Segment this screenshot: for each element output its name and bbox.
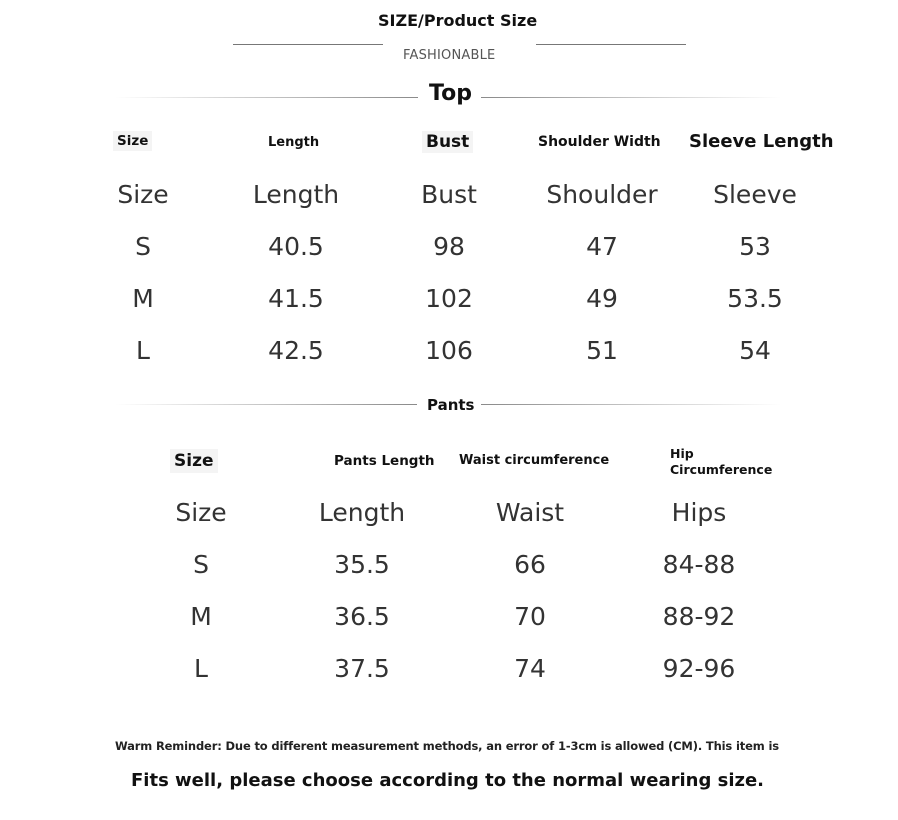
top-header-sleeve-length: Sleeve Length	[689, 131, 834, 152]
pants-row-s-size: S	[193, 550, 209, 579]
pants-col-size: Size	[175, 498, 227, 527]
pants-divider-left	[115, 404, 417, 405]
top-row-s-bust: 98	[433, 232, 465, 261]
pants-divider-right	[481, 404, 781, 405]
top-header-shoulder-width: Shoulder Width	[538, 134, 661, 150]
pants-row-l-waist: 74	[514, 654, 546, 683]
top-col-sleeve: Sleeve	[713, 180, 797, 209]
pants-row-l-hips: 92-96	[662, 654, 736, 683]
pants-row-m-size: M	[190, 602, 212, 631]
top-divider-left	[115, 97, 418, 98]
pants-header-pants-length: Pants Length	[334, 453, 435, 469]
top-header-length: Length	[268, 135, 320, 150]
header-divider-right	[536, 44, 686, 45]
page-title: SIZE/Product Size	[378, 11, 538, 30]
top-row-m-sleeve: 53.5	[727, 284, 783, 313]
pants-row-l-length: 37.5	[334, 654, 390, 683]
top-row-s-sleeve: 53	[739, 232, 771, 261]
pants-header-hip-line1: Hip	[670, 446, 694, 461]
pants-col-hips: Hips	[671, 498, 727, 527]
warm-reminder-note: Warm Reminder: Due to different measurement methods, an error of 1-3cm is allowed (CM). This item is	[115, 739, 779, 753]
top-header-size: Size	[113, 131, 152, 151]
top-row-m-size: M	[132, 284, 154, 313]
pants-row-m-waist: 70	[514, 602, 546, 631]
header-divider-left	[233, 44, 383, 45]
pants-row-m-hips: 88-92	[662, 602, 736, 631]
top-row-s-length: 40.5	[268, 232, 324, 261]
fit-advice-note: Fits well, please choose according to the normal wearing size.	[131, 770, 765, 791]
top-row-l-length: 42.5	[268, 336, 324, 365]
top-row-l-shoulder: 51	[586, 336, 618, 365]
pants-header-waist: Waist circumference	[459, 453, 610, 468]
top-col-shoulder: Shoulder	[546, 180, 658, 209]
top-row-l-bust: 106	[425, 336, 473, 365]
top-row-m-length: 41.5	[268, 284, 324, 313]
page-subtitle: FASHIONABLE	[403, 48, 496, 63]
top-row-l-sleeve: 54	[739, 336, 771, 365]
top-col-size: Size	[117, 180, 169, 209]
section-title-pants: Pants	[427, 396, 475, 414]
top-row-s-size: S	[135, 232, 151, 261]
pants-row-m-length: 36.5	[334, 602, 390, 631]
top-header-bust: Bust	[422, 131, 473, 153]
top-col-bust: Bust	[421, 180, 477, 209]
pants-header-hip	[670, 446, 772, 478]
top-row-l-size: L	[136, 336, 150, 365]
pants-row-l-size: L	[194, 654, 208, 683]
pants-header-size: Size	[170, 449, 218, 473]
pants-col-waist: Waist	[495, 498, 565, 527]
section-title-top: Top	[429, 81, 472, 106]
top-divider-right	[481, 97, 781, 98]
top-col-length: Length	[252, 180, 340, 209]
top-row-s-shoulder: 47	[586, 232, 618, 261]
pants-row-s-hips: 84-88	[662, 550, 736, 579]
top-row-m-bust: 102	[425, 284, 473, 313]
pants-header-hip-line2: Circumference	[670, 462, 773, 477]
pants-row-s-length: 35.5	[334, 550, 390, 579]
top-row-m-shoulder: 49	[586, 284, 618, 313]
pants-row-s-waist: 66	[514, 550, 546, 579]
pants-col-length: Length	[318, 498, 406, 527]
